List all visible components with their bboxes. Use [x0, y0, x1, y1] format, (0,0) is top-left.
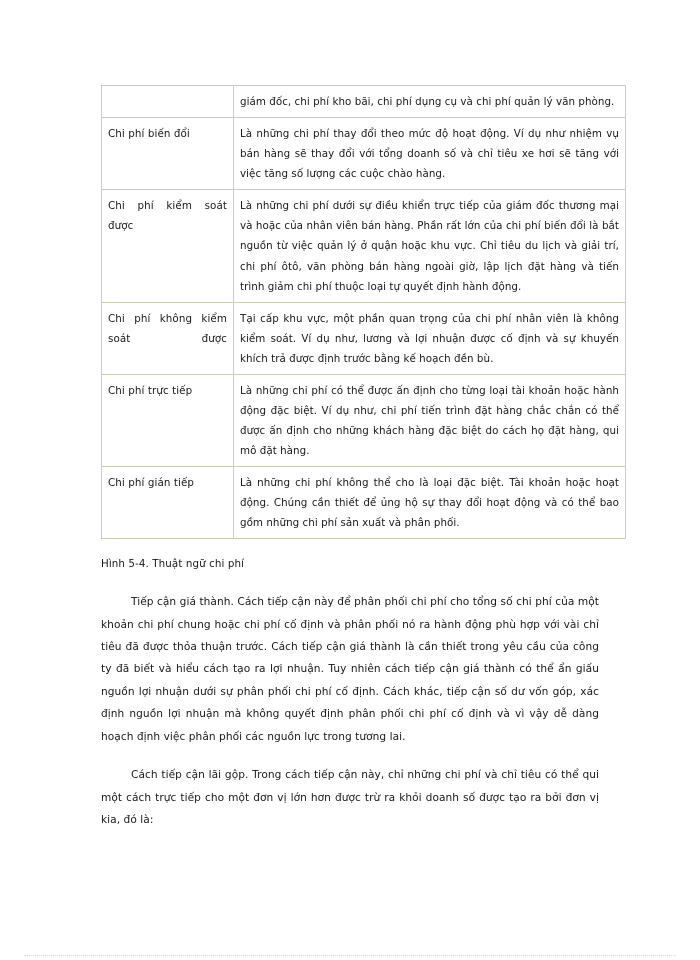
cost-terminology-table [101, 85, 626, 539]
paragraph-tiep-can-gia-thanh: Tiếp cận giá thành. Cách tiếp cận này để phân phối chi phí cho tổng số chi phí của một khoản chi phí chung hoặc chi phí cố định và phân phối nó ra hành động phù hợp với vài chỉ tiêu đã được thỏa thuận trước. Cách tiếp cận giá thành là cần thiết trong yêu cầu của công ty đã biết và hiểu cách tạo ra lợi nhuận. Tuy nhiên cách tiếp cận giá thành có thể ẩn giấu nguồn lợi nhuận dưới sự phân phối chi phí cố định. Cách khác, tiếp cận số dư vốn góp, xác định nguồn lợi nhuận mà không quyết định phân phối chi phí cố định và vì vậy dễ dàng hoạch định việc phân phối các nguồn lực trong tương lai. [101, 596, 599, 743]
table-row [102, 374, 626, 466]
footer-divider [24, 955, 676, 957]
table-cell-description: Tại cấp khu vực, một phần quan trọng của chi phí nhân viên là không kiểm soát. Ví dụ như, lương và lợi nhuận được cố định và sự khuyến khích trả được định trước bằng kế hoạch đền bù. [234, 302, 626, 374]
paragraph-cach-tiep-can-lai-gop: Cách tiếp cận lãi gộp. Trong cách tiếp cận này, chỉ những chi phí và chỉ tiêu có thể qui một cách trực tiếp cho một đơn vị lớn hơn được trừ ra khỏi doanh số được tạo ra bởi đơn vị kia, đó là: [101, 769, 599, 827]
table-row [102, 467, 626, 539]
table-cell-term: Chi phí không kiểm soát được [102, 302, 234, 374]
page-content [101, 85, 619, 832]
table-cell-description: Là những chi phí dưới sự điều khiển trực tiếp của giám đốc thương mại và hoặc của nhân viên bán hàng. Phần rất lớn của chi phí biến đổi là bắt nguồn từ việc quản lý ở quận hoặc khu vực. Chỉ tiêu du lịch và giải trí, chi phí ôtô, văn phòng bán hàng ngoài giờ, lập lịch đặt hàng và tiến trình giảm chi phí thuộc loại tự quyết định hành động. [234, 190, 626, 302]
figure-caption: Hình 5-4. Thuật ngữ chi phí [101, 558, 245, 571]
table-row [102, 302, 626, 374]
table-body [102, 86, 626, 539]
table-cell-description: giám đốc, chi phí kho bãi, chi phí dụng cụ và chi phí quản lý văn phòng. [234, 86, 626, 118]
table-cell-term: Chi phí trực tiếp [102, 374, 234, 466]
table-cell-term: Chi phí kiểm soát được [102, 190, 234, 302]
table-cell-term [102, 86, 234, 118]
table-row [102, 190, 626, 302]
table-cell-description: Là những chi phí thay đổi theo mức độ hoạt động. Ví dụ như nhiệm vụ bán hàng sẽ thay đổi với tổng doanh số và chỉ tiêu xe hơi sẽ tăng với việc tăng số lượng các cuộc chào hàng. [234, 118, 626, 190]
table-cell-description: Là những chi phí có thể được ấn định cho từng loại tài khoản hoặc hành động đặc biệt. Ví dụ như, chi phí tiến trình đặt hàng chắc chắn có thể được ấn định cho những khách hàng đặc biệt do cách họ đặt hàng, qui mô đặt hàng. [234, 374, 626, 466]
table-cell-term: Chi phí biến đổi [102, 118, 234, 190]
table-cell-description: Là những chi phí không thể cho là loại đặc biệt. Tài khoản hoặc hoạt động. Chúng cần thiết để ủng hộ sự thay đổi hoạt động và có thể bao gồm những chi phí sản xuất và phân phối. [234, 467, 626, 539]
table-row [102, 118, 626, 190]
table-cell-term: Chi phí gián tiếp [102, 467, 234, 539]
table-row [102, 86, 626, 118]
